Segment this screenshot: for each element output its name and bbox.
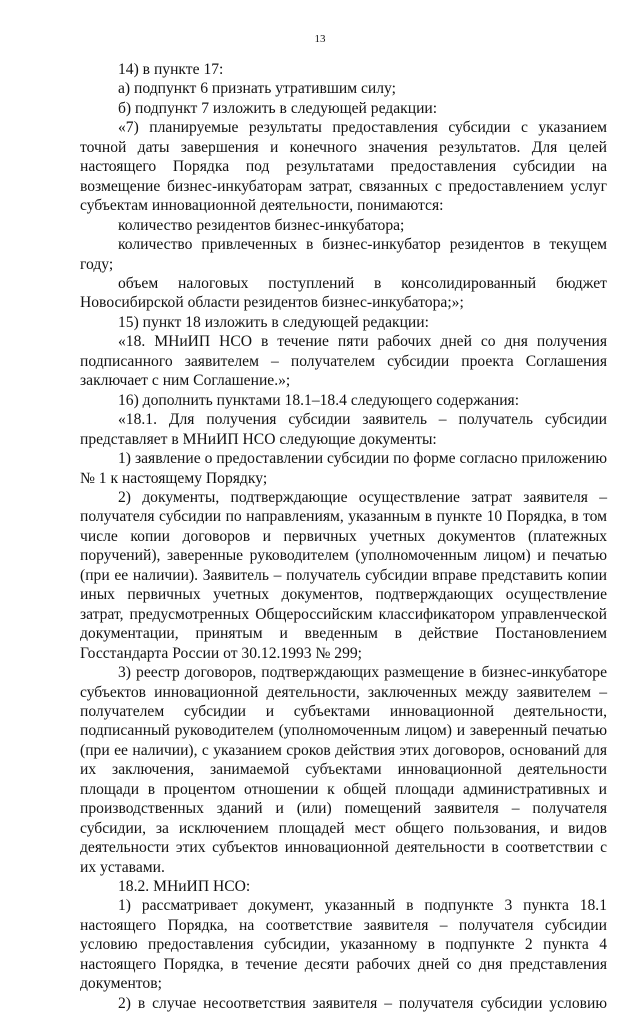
paragraph-quote-18: «18. МНиИП НСО в течение пяти рабочих дней со дня получения подписанного заявителем – получателем субсидии проекта Соглашения заключает с ним Соглашение.»; (80, 333, 607, 390)
document-body (80, 60, 607, 1013)
paragraph-item-16: 16) дополнить пунктами 18.1–18.4 следующего содержания: (118, 391, 520, 409)
paragraph-18-1: «18.1. Для получения субсидии заявитель – получатель субсидии представляет в МНиИП НСО следующие документы: (80, 411, 607, 448)
paragraph-quote-7: «7) планируемые результаты предоставления субсидии с указанием точной даты завершения и конечного значения результатов. Для целей настоящего Порядка под результатами предоставления субсидии на возмещение бизнес-инкубаторам затрат, связанных с предоставлением услуг субъектам инновационной деятельности, понимаются: (80, 119, 607, 215)
paragraph-subitem-b: б) подпункт 7 изложить в следующей редакции: (118, 99, 438, 117)
paragraph-item-14: 14) в пункте 17: (118, 61, 224, 78)
paragraph-residents-count: количество резидентов бизнес-инкубатора; (118, 216, 405, 234)
paragraph-new-residents: количество привлеченных в бизнес-инкубатор резидентов в текущем году; (80, 236, 607, 273)
paragraph-18-2-2: 2) в случае несоответствия заявителя – получателя субсидии условию (118, 994, 607, 1012)
paragraph-18-1-1: 1) заявление о предоставлении субсидии по форме согласно приложению № 1 к настоящему Порядку; (80, 450, 607, 487)
paragraph-18-1-3: 3) реестр договоров, подтверждающих размещение в бизнес-инкубаторе субъектов инновационной деятельности, заключенных между заявителем – получателем субсидии и субъектами инновационной деятельности, подписанный руководителем (уполномоченным лицом) и заверенный печатью (при ее наличии), с указанием сроков действия этих договоров, оснований для их заключения, занимаемой субъектами инновационной деятельности площади в процентом отношении к общей площади административных и производственных зданий и (или) помещений заявителя – получателя субсидии, за исключением площадей мест общего пользования, и видов деятельности этих субъектов инновационной деятельности в соответствии с их уставами. (80, 664, 607, 876)
paragraph-18-2-1: 1) рассматривает документ, указанный в подпункте 3 пункта 18.1 настоящего Порядка, на соответствие заявителя – получателя субсидии условию предоставления субсидии, указанному в подпункте 2 пункта 4 настоящего Порядка, в течение десяти рабочих дней со дня представления документов; (80, 897, 607, 993)
paragraph-item-15: 15) пункт 18 изложить в следующей редакции: (118, 313, 429, 331)
paragraph-tax-volume: объем налоговых поступлений в консолидированный бюджет Новосибирской области резидентов бизнес-инкубатора;»; (80, 274, 607, 312)
paragraph-18-1-2: 2) документы, подтверждающие осуществление затрат заявителя – получателя субсидии по направлениям, указанным в пункте 10 Порядка, в том числе копии договоров и первичных учетных документов (платежных поручений), заверенные руководителем (уполномоченным лицом) и печатью (при ее наличии). Заявитель – получатель субсидии вправе представить копии иных первичных учетных документов, подтверждающих осуществление затрат, предусмотренных Общероссийским классификатором управленческой документации, принятым и введенным в действие Постановлением Госстандарта России от 30.12.1993 № 299; (80, 488, 607, 662)
paragraph-subitem-a: а) подпункт 6 признать утратившим силу; (118, 80, 396, 98)
paragraph-18-2: 18.2. МНиИП НСО: (118, 878, 251, 896)
page-number: 13 (314, 33, 326, 45)
